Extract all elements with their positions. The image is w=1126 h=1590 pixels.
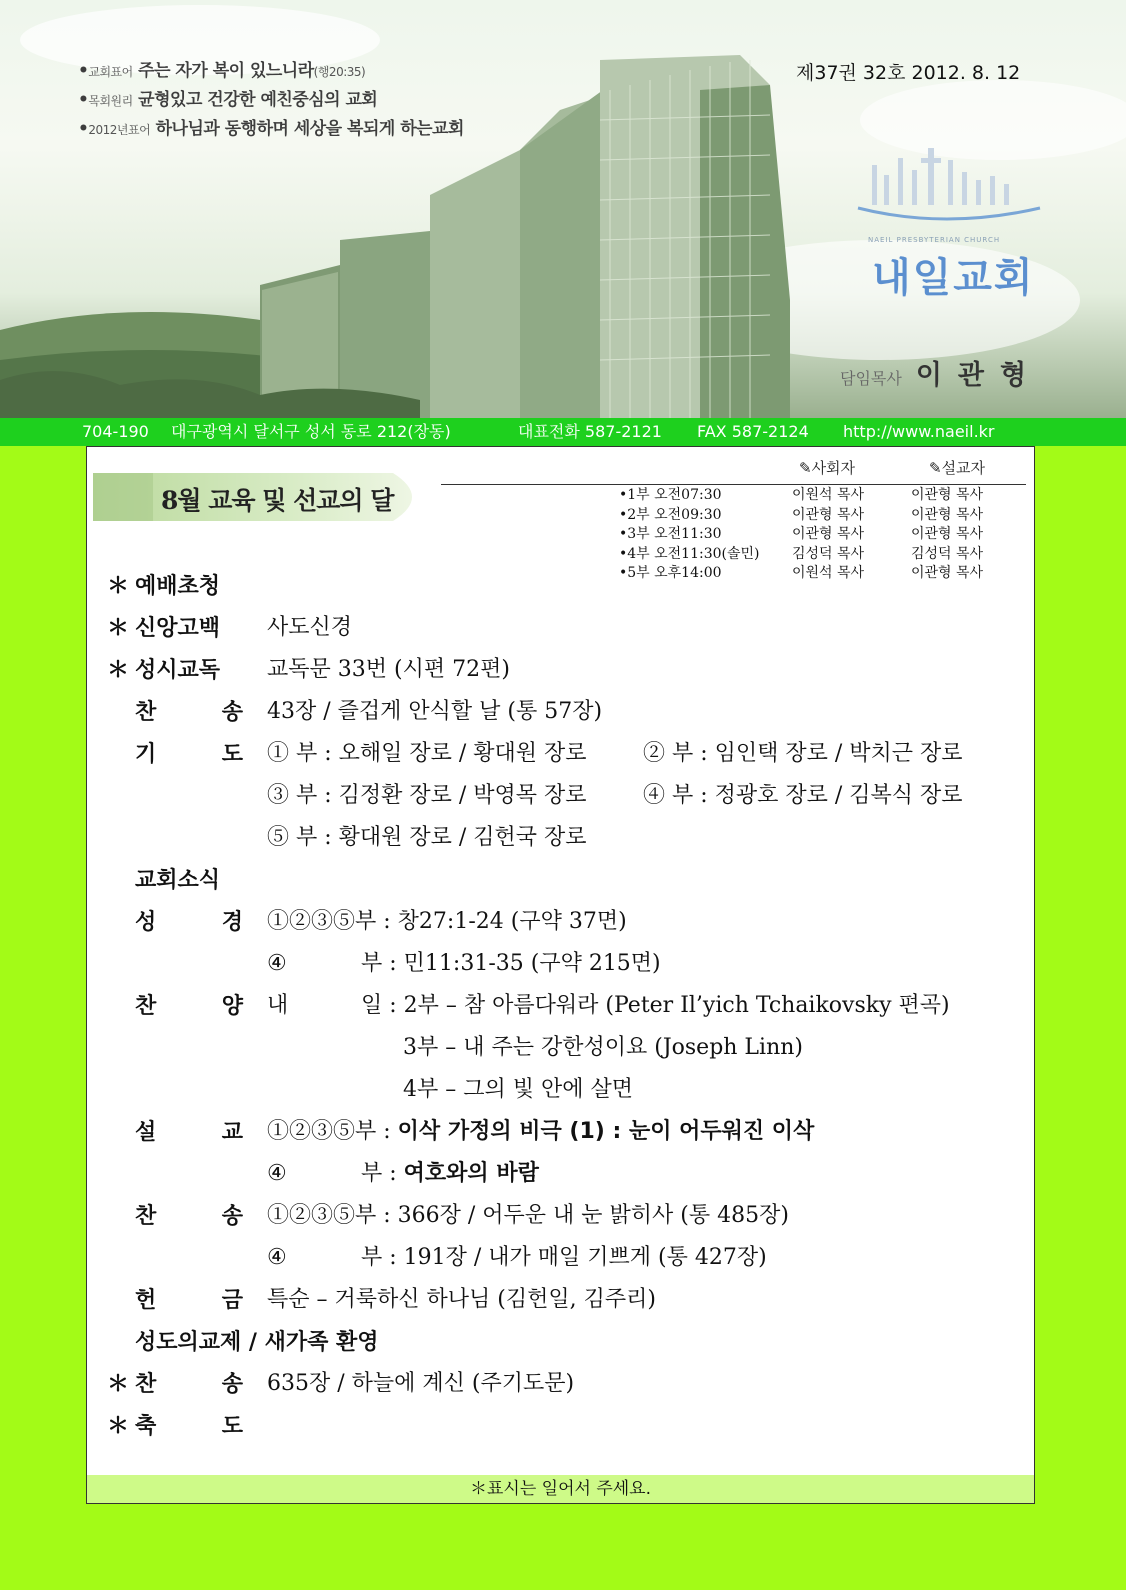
- service-leader: 이원석 목사: [792, 487, 865, 503]
- order-sermon: 설 교 ①②③⑤부 : 이삭 가정의 비극 (1) : 눈이 어두워진 이삭: [135, 1119, 815, 1145]
- motto-line: •목회원리 균형있고 건강한 예친중심의 교회: [78, 90, 378, 110]
- service-time: •5부 오후14:00: [619, 565, 722, 582]
- service-time: •3부 오전11:30: [619, 526, 722, 543]
- fax: FAX 587-2124: [697, 422, 809, 441]
- worship-order-box: [86, 446, 1035, 1504]
- service-time: •4부 오전11:30(솔민): [619, 545, 760, 562]
- stand-marker: ＊: [107, 615, 130, 641]
- order-scripture-cont: ④ 부 : 민11:31-35 (구약 215면): [267, 951, 661, 976]
- order-invitation: ＊ 예배초청: [107, 565, 1027, 607]
- order-prayer-cont: ③ 부 : 김정환 장로 / 박영목 장로 ④ 부 : 정광호 장로 / 김복식 장로: [267, 783, 963, 808]
- motto-line: •2012년표어 하나님과 동행하며 세상을 복되게 하는교회: [78, 119, 464, 139]
- preacher-column-header: ✎설교자: [929, 459, 986, 477]
- service-leader: 이관형 목사: [792, 526, 865, 543]
- order-hymn-1: 찬 송 43장 / 즐겁게 안식할 날 (통 57장): [135, 699, 603, 725]
- page-title: 8월 교육 및 선교의 달: [161, 486, 394, 515]
- title-divider: [441, 484, 1026, 485]
- stand-marker: ＊: [107, 1371, 130, 1397]
- order-hymn-2: 찬 송 ①②③⑤부 : 366장 / 어두운 내 눈 밝히사 (통 485장): [135, 1203, 789, 1229]
- church-name-logo: 내일교회: [872, 255, 1035, 301]
- order-offering: 헌 금 특순 – 거룩하신 하나님 (김헌일, 김주리): [135, 1287, 656, 1313]
- order-choir-cont: 4부 – 그의 빛 안에 살면: [403, 1077, 633, 1102]
- senior-pastor: 담임목사 이관형: [840, 360, 1043, 391]
- service-leader: 김성덕 목사: [792, 545, 865, 562]
- postcode: 704-190: [82, 422, 149, 441]
- order-prayer: 기 도 ① 부 : 오해일 장로 / 황대원 장로 ② 부 : 임인택 장로 / 박치근 장로: [135, 741, 963, 767]
- motto-line: •교회표어 주는 자가 복이 있느니라(행20:35): [78, 61, 366, 81]
- website-link[interactable]: http://www.naeil.kr: [843, 422, 995, 441]
- address: 대구광역시 달서구 성서 동로 212(장동): [171, 422, 451, 441]
- leader-column-header: ✎사회자: [799, 459, 856, 477]
- order-benediction: ＊ 축 도: [107, 1405, 1027, 1447]
- service-time: •2부 오전09:30: [619, 506, 722, 523]
- order-creed: ＊ 신앙고백 사도신경: [107, 607, 1027, 649]
- service-preacher: 이관형 목사: [911, 487, 984, 503]
- worship-order: [107, 565, 1027, 1447]
- church-english-name: NAEIL PRESBYTERIAN CHURCH: [868, 236, 1001, 244]
- service-preacher: 이관형 목사: [911, 565, 984, 582]
- service-preacher: 김성덕 목사: [911, 545, 984, 562]
- order-hymn-3: ＊ 찬 송 635장 / 하늘에 계신 (주기도문): [107, 1363, 1027, 1405]
- address-bar: [0, 418, 1126, 446]
- order-responsive-reading: ＊ 성시교독 교독문 33번 (시편 72편): [107, 649, 1027, 691]
- header-banner: [0, 0, 1126, 418]
- order-church-news: 교회소식: [135, 867, 221, 893]
- order-sermon-cont: ④ 부 : 여호와의 바람: [267, 1161, 539, 1186]
- service-preacher: 이관형 목사: [911, 506, 984, 523]
- service-time: •1부 오전07:30: [619, 487, 722, 503]
- stand-marker: ＊: [107, 573, 130, 599]
- service-leader: 이원석 목사: [792, 565, 865, 582]
- service-leader: 이관형 목사: [792, 506, 865, 523]
- order-prayer-cont: ⑤ 부 : 황대원 장로 / 김헌국 장로: [267, 825, 587, 850]
- order-hymn-2-cont: ④ 부 : 191장 / 내가 매일 기쁘게 (통 427장): [267, 1245, 767, 1270]
- service-preacher: 이관형 목사: [911, 526, 984, 543]
- issue-number: 제37권 32호 2012. 8. 12: [796, 62, 1021, 84]
- phone: 대표전화 587-2121: [518, 422, 662, 441]
- order-scripture: 성 경 ①②③⑤부 : 창27:1-24 (구약 37면): [135, 909, 627, 935]
- order-choir-cont: 3부 – 내 주는 강한성이요 (Joseph Linn): [403, 1035, 804, 1060]
- order-choir: 찬 양 내 일 : 2부 – 참 아름다워라 (Peter Il’yich Tchaikovsky 편곡): [135, 993, 950, 1019]
- stand-marker: ＊: [107, 657, 130, 683]
- order-fellowship: 성도의교제 / 새가족 환영: [135, 1329, 379, 1355]
- stand-marker: ＊: [107, 1413, 130, 1439]
- stand-notice: ＊표시는 일어서 주세요.: [87, 1475, 1034, 1503]
- church-mottos: [78, 57, 464, 144]
